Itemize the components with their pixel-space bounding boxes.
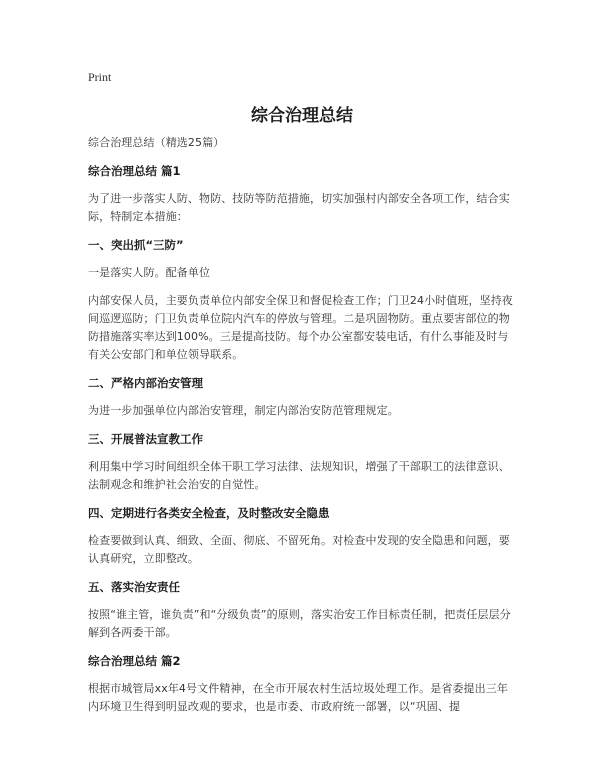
section-heading: 一、突出抓“三防”: [88, 238, 184, 252]
document-subtitle: 综合治理总结（精选25篇）: [88, 136, 225, 149]
document-title: 综合治理总结: [251, 106, 353, 126]
paragraph: 利用集中学习时间组织全体干职工学习法律、法规知识，增强了干部职工的法律意识、法制观念和维护社会治安的自觉性。: [88, 460, 510, 491]
paragraph: 为进一步加强单位内部治安管理，制定内部治安防范管理规定。: [88, 404, 399, 417]
section-heading: 三、开展普法宣教工作: [88, 432, 203, 446]
document-body: [88, 134, 516, 726]
print-link[interactable]: Print: [88, 70, 112, 84]
paragraph: 内部安保人员，主要负责单位内部安全保卫和督促检查工作；门卫24小时值班，坚持夜间巡逻巡防；门卫负责单位院内汽车的停放与管理。二是巩固物防。重点要害部位的物防措施落实率达到100%。三是提高技防。每个办公室都安装电话，有什么事能及时与有关公安部门和单位领导联系。: [88, 294, 513, 361]
paragraph: 一是落实人防。配备单位: [88, 266, 211, 279]
article-heading: 综合治理总结 篇1: [88, 164, 181, 178]
section-heading: 五、落实治安责任: [88, 580, 180, 594]
section-heading: 四、定期进行各类安全检查，及时整改安全隐患: [88, 506, 330, 520]
paragraph: 按照“谁主管，谁负责”和“分级负责”的原则，落实治安工作目标责任制，把责任层层分解到各两委干部。: [88, 608, 511, 639]
paragraph: 为了进一步落实人防、物防、技防等防范措施，切实加强村内部安全各项工作，结合实际，特制定本措施：: [88, 192, 510, 223]
article-heading: 综合治理总结 篇2: [88, 654, 181, 668]
paragraph: 根据市城管局xx年4号文件精神，在全市开展农村生活垃圾处理工作。是省委提出三年内环境卫生得到明显改观的要求，也是市委、市政府统一部署，以“巩固、提: [88, 682, 508, 713]
section-heading: 二、严格内部治安管理: [88, 376, 203, 390]
paragraph: 检查要做到认真、细致、全面、彻底、不留死角。对检查中发现的安全隐患和问题，要认真研究，立即整改。: [88, 534, 510, 565]
